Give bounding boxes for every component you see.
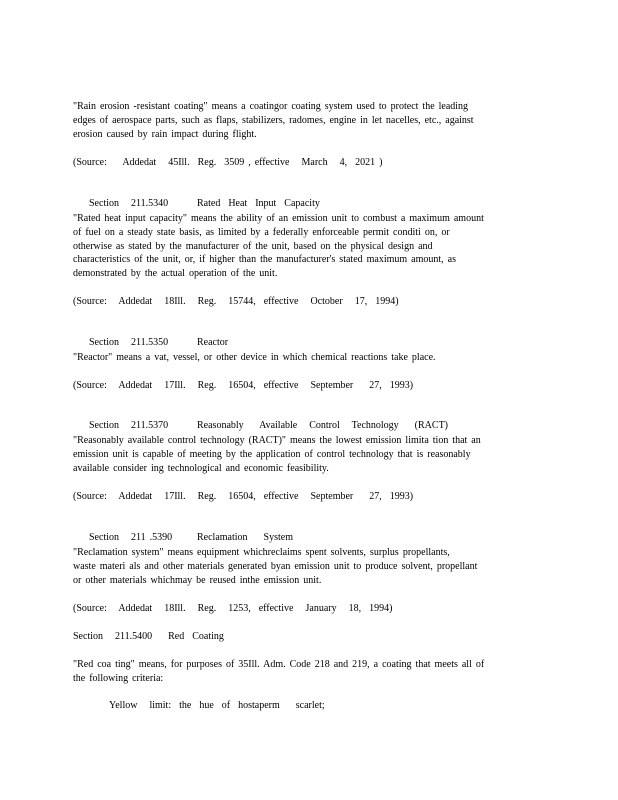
source-citation: (Source: Addedat 45Ill. Reg. 3509 , effective March 4, 2021 ) — [73, 157, 383, 168]
paragraph-rain-erosion-definition: "Rain erosion -resistant coating" means a coatingor coating system used to protect the leading edges of aerospace parts, such as flaps, stabilizers, radomes, engine in let nacelles, etc., against erosion caused by rain impact during flight. — [73, 101, 474, 140]
paragraph-ract-definition: "Reasonably available control technology (RACT)" means the lowest emission limita tion that an emission unit is capable of meeting by the application of control technology that is reasonably available consider ing technological and economic feasibility. — [73, 435, 481, 474]
section-number: Section 211.5370 — [89, 420, 169, 431]
section-title: Reactor — [197, 337, 229, 348]
section-number: Section 211 .5390 — [89, 532, 173, 543]
section-title: Reclamation System — [197, 532, 293, 543]
section-number: Section 211.5350 — [89, 337, 169, 348]
source-citation: (Source: Addedat 17Ill. Reg. 16504, effective September 27, 1993) — [73, 380, 414, 391]
source-citation: (Source: Addedat 18Ill. Reg. 15744, effective October 17, 1994) — [73, 296, 399, 307]
paragraph-reactor-definition: "Reactor" means a vat, vessel, or other device in which chemical reactions take place. — [73, 352, 436, 363]
paragraph-rated-heat-input-definition: "Rated heat input capacity" means the ability of an emission unit to combust a maximum amount of fuel on a steady state basis, as limited by a federally enforceable permit conditi on, or otherwise as stated by the manufacturer of the unit, based on the physical design and characteristics of the unit, or, if higher than the manufacturer's stated maximum amount, as demonstrated by the actual operation of the unit. — [73, 213, 484, 280]
paragraph-red-coating-definition: "Red coa ting" means, for purposes of 35Ill. Adm. Code 218 and 219, a coating that meets all of the following criteria: — [73, 659, 485, 684]
paragraph-reclamation-system-definition: "Reclamation system" means equipment whichreclaims spent solvents, surplus propellants, waste materi als and other materials generated byan emission unit to produce solvent, propellant or other materials whichmay be reused inthe emission unit. — [73, 547, 478, 586]
criteria-item: Yellow limit: the hue of hostaperm scarlet; — [109, 700, 325, 711]
section-heading-211-5400: Section 211.5400 Red Coating — [73, 631, 224, 642]
section-title: Reasonably Available Control Technology (RACT) — [197, 420, 449, 431]
section-number: Section 211.5340 — [89, 198, 169, 209]
source-citation: (Source: Addedat 17Ill. Reg. 16504, effective September 27, 1993) — [73, 491, 414, 502]
section-title: Rated Heat Input Capacity — [197, 198, 320, 209]
source-citation: (Source: Addedat 18Ill. Reg. 1253, effective January 18, 1994) — [73, 603, 393, 614]
